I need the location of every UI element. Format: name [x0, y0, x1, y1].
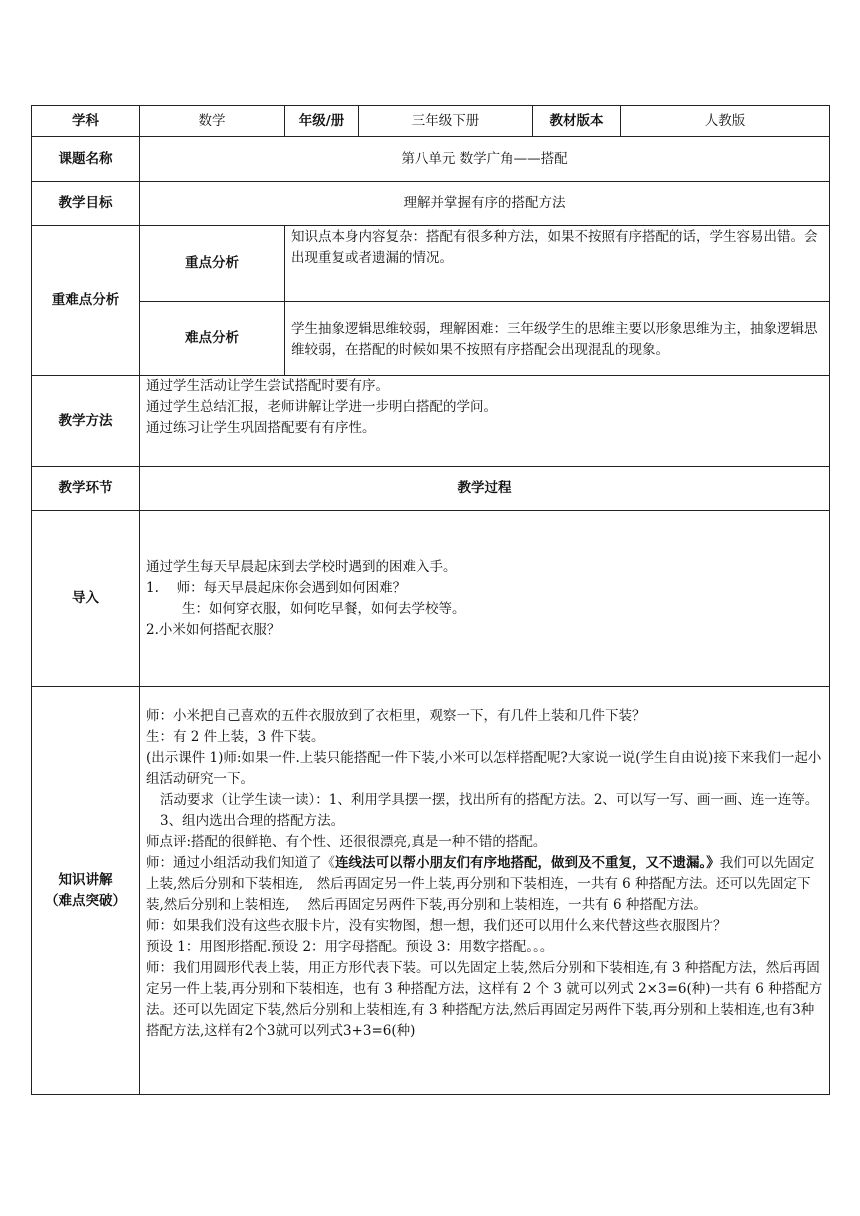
topic-row — [32, 137, 830, 182]
method-line: 通过学生活动让学生尝试搭配时要有序。 — [146, 378, 389, 394]
lesson-paragraph: (出示课件 1)师:如果一件.上装只能搭配一件下装,小米可以怎样搭配呢?大家说一说(学生自由说)接下来我们一起小组活动研究一下。 — [146, 750, 822, 787]
method-text — [140, 376, 830, 467]
lesson-paragraph: 活动要求（让学生读一读）：1、利用学具摆一摆，找出所有的搭配方法。2、可以写一写、画一画、连一连等。3、组内选出合理的搭配方法。 — [160, 792, 819, 829]
method-line: 通过练习让学生巩固搭配要有有序性。 — [146, 420, 376, 436]
lesson-paragraph: 预设 1：用图形搭配.预设 2：用字母搭配。预设 3：用数字搭配。。。 — [146, 939, 554, 955]
topic-value: 第八单元 数学广角——搭配 — [140, 137, 830, 182]
intro-row — [32, 511, 830, 687]
intro-text — [140, 511, 830, 687]
lesson-paragraph: 师：小米把自己喜欢的五件衣服放到了衣柜里，观察一下，有几件上装和几件下装？ — [146, 708, 646, 724]
key-points-label: 重难点分析 — [32, 226, 140, 376]
intro-line: 生：如何穿衣服，如何吃早餐，如何去学校等。 — [182, 600, 466, 617]
lesson-text-run: 师：通过小组活动我们知道了《 — [146, 855, 335, 871]
grade-label: 年级/册 — [285, 106, 359, 137]
lesson-plan-table — [31, 105, 830, 1095]
method-row — [32, 376, 830, 467]
focus-text: 知识点本身内容复杂：搭配有很多种方法，如果不按照有序搭配的话，学生容易出错。会出现重复或者遗漏的情况。 — [285, 226, 830, 302]
lesson-paragraph: 师：如果我们没有这些衣服卡片，没有实物图，想一想，我们还可以用什么来代替这些衣服图片？ — [146, 918, 727, 934]
subject-value: 数学 — [140, 106, 285, 137]
lesson-plan-page — [31, 105, 829, 1095]
lesson-key-sentence: 连线法可以帮小朋友们有序地搭配，做到及不重复，又不遗漏。》 — [335, 855, 720, 871]
focus-row — [32, 226, 830, 302]
lesson-text-run: 我们可以先固定上装,然后分别和下装相连, 然后再固定另一件上装,再分别和下装相连，一共有 6 种搭配方法。还可以先固定下装,然后分别和上装相连, 然后再固定另两件下装,再分别和上装相连，一共有 6 种搭配方法。 — [146, 855, 815, 913]
intro-line: 1. 师：每天早晨起床你会遇到如何困难？ — [146, 579, 407, 596]
goal-value: 理解并掌握有序的搭配方法 — [140, 182, 830, 226]
difficulty-text: 学生抽象逻辑思维较弱，理解困难：三年级学生的思维主要以形象思维为主，抽象逻辑思维较弱，在搭配的时候如果不按照有序搭配会出现混乱的现象。 — [285, 302, 830, 376]
lesson-paragraph: 生：有 2 件上装，3 件下装。 — [146, 729, 325, 745]
process-label: 教学过程 — [140, 467, 830, 511]
section-label: 教学环节 — [32, 467, 140, 511]
difficulty-row — [32, 302, 830, 376]
difficulty-label: 难点分析 — [140, 302, 285, 376]
edition-label: 教材版本 — [533, 106, 621, 137]
section-row — [32, 467, 830, 511]
header-row — [32, 106, 830, 137]
intro-label: 导入 — [32, 511, 140, 687]
lesson-paragraph: 师：我们用圆形代表上装，用正方形代表下装。可以先固定上装,然后分别和下装相连,有 3 种搭配方法，然后再固定另一件上装,再分别和下装相连，也有 3 种搭配方法，这样有 2 个 3 就可以列式 2×3=6(种)一共有 6 种搭配方法。还可以先固定下装,然后分别和上装相连,有 3 种搭配方法,然后再固定另两件下装,再分别和上装相连,也有3种搭配方法,这样有2个3就可以列式3+3=6(种) — [146, 960, 823, 1039]
subject-label: 学科 — [32, 106, 140, 137]
lesson-label-line: （难点突破） — [45, 892, 126, 909]
lesson-label-line: 知识讲解 — [58, 871, 113, 888]
intro-line: 2.小米如何搭配衣服？ — [146, 621, 281, 638]
lesson-label — [32, 687, 140, 1095]
intro-line: 通过学生每天早晨起床到去学校时遇到的困难入手。 — [146, 558, 457, 575]
topic-label: 课题名称 — [32, 137, 140, 182]
method-line: 通过学生总结汇报，老师讲解让学进一步明白搭配的学问。 — [146, 399, 497, 415]
grade-value: 三年级下册 — [359, 106, 533, 137]
focus-label: 重点分析 — [140, 226, 285, 302]
goal-row — [32, 182, 830, 226]
lesson-paragraph — [146, 853, 823, 916]
goal-label: 教学目标 — [32, 182, 140, 226]
method-label: 教学方法 — [32, 376, 140, 467]
lesson-text — [140, 687, 830, 1095]
lesson-paragraph: 师点评:搭配的很鲜艳、有个性、还很很漂亮,真是一种不错的搭配。 — [146, 834, 547, 850]
edition-value: 人教版 — [621, 106, 830, 137]
lesson-row — [32, 687, 830, 1095]
